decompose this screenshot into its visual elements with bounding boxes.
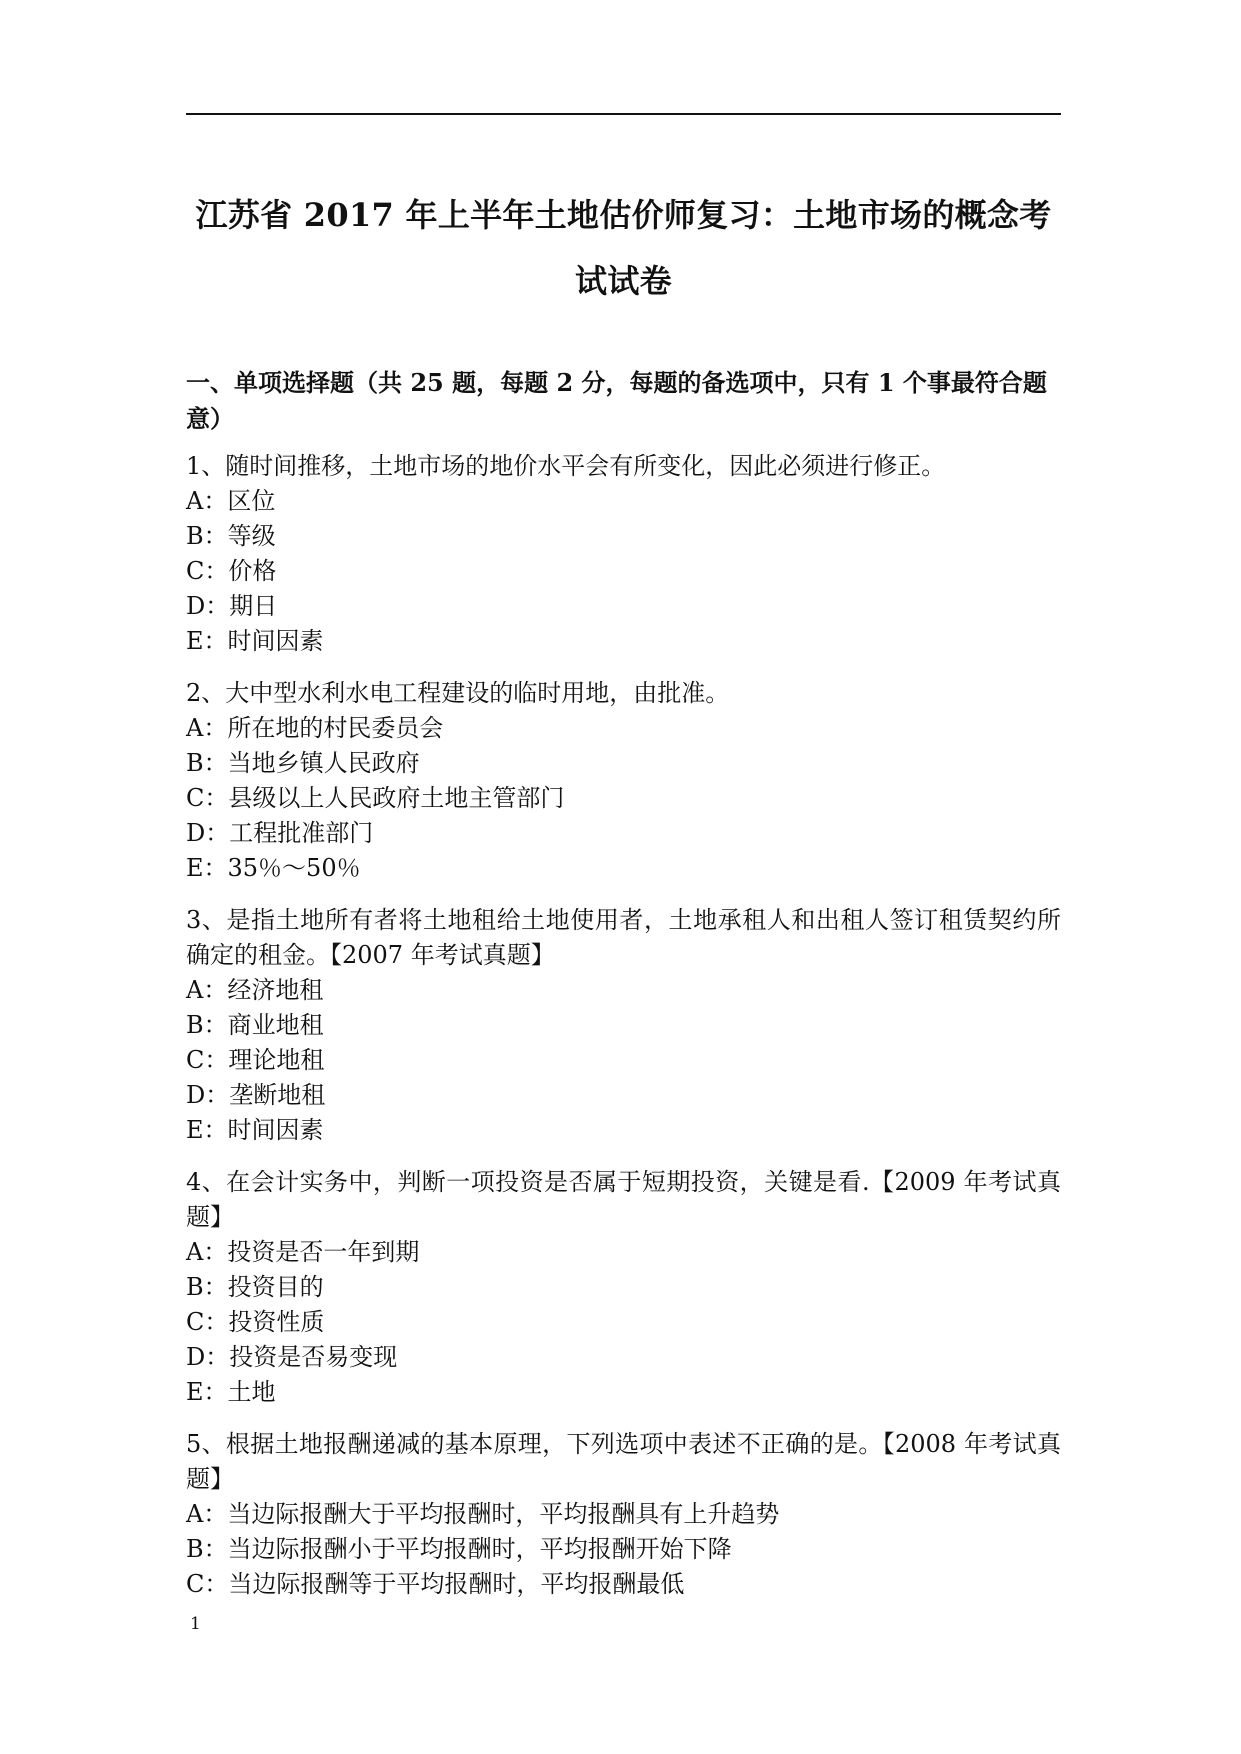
option-a: A：投资是否一年到期 [186,1238,420,1266]
section-heading: 一、单项选择题（共 25 题，每题 2 分，每题的备选项中，只有 1 个事最符合题意） [186,368,1047,433]
option-b: B：投资目的 [186,1273,324,1301]
question-stem: 4、在会计实务中，判断一项投资是否属于短期投资，关键是看.【2009 年考试真题】 [186,1168,1061,1231]
page-number: 1 [190,1614,201,1634]
document-title: 江苏省 2017 年上半年土地估价师复习：土地市场的概念考试试卷 [195,196,1052,300]
question-2 [186,676,1061,886]
question-stem: 3、是指土地所有者将土地租给土地使用者，土地承租人和出租人签订租赁契约所确定的租金。【2007 年考试真题】 [186,906,1061,969]
option-b: B：当边际报酬小于平均报酬时，平均报酬开始下降 [186,1535,732,1563]
option-b: B：等级 [186,522,276,550]
option-d: D：投资是否易变现 [186,1343,398,1371]
option-b: B：当地乡镇人民政府 [186,749,420,777]
option-e: E：35％～50％ [186,854,361,882]
option-b: B：商业地租 [186,1011,324,1039]
question-stem: 5、根据土地报酬递减的基本原理，下列选项中表述不正确的是。【2008 年考试真题】 [186,1430,1061,1493]
question-stem: 1、随时间推移，土地市场的地价水平会有所变化，因此必须进行修正。 [186,452,946,480]
option-a: A：当边际报酬大于平均报酬时，平均报酬具有上升趋势 [186,1500,780,1528]
option-c: C：投资性质 [186,1308,325,1336]
option-a: A：所在地的村民委员会 [186,714,444,742]
option-d: D：期日 [186,592,278,620]
option-e: E：时间因素 [186,1116,324,1144]
option-c: C：理论地租 [186,1046,325,1074]
header-rule [186,113,1061,115]
question-1 [186,449,1061,659]
option-d: D：垄断地租 [186,1081,326,1109]
option-d: D：工程批准部门 [186,819,374,847]
option-c: C：县级以上人民政府土地主管部门 [186,784,565,812]
option-a: A：区位 [186,487,276,515]
option-a: A：经济地租 [186,976,324,1004]
question-3 [186,903,1061,1148]
question-4 [186,1165,1061,1410]
option-e: E：土地 [186,1378,276,1406]
option-c: C：价格 [186,557,277,585]
option-e: E：时间因素 [186,627,324,655]
option-c: C：当边际报酬等于平均报酬时，平均报酬最低 [186,1570,685,1598]
question-stem: 2、大中型水利水电工程建设的临时用地，由批准。 [186,679,730,707]
question-list [186,449,1061,1619]
question-5 [186,1427,1061,1602]
